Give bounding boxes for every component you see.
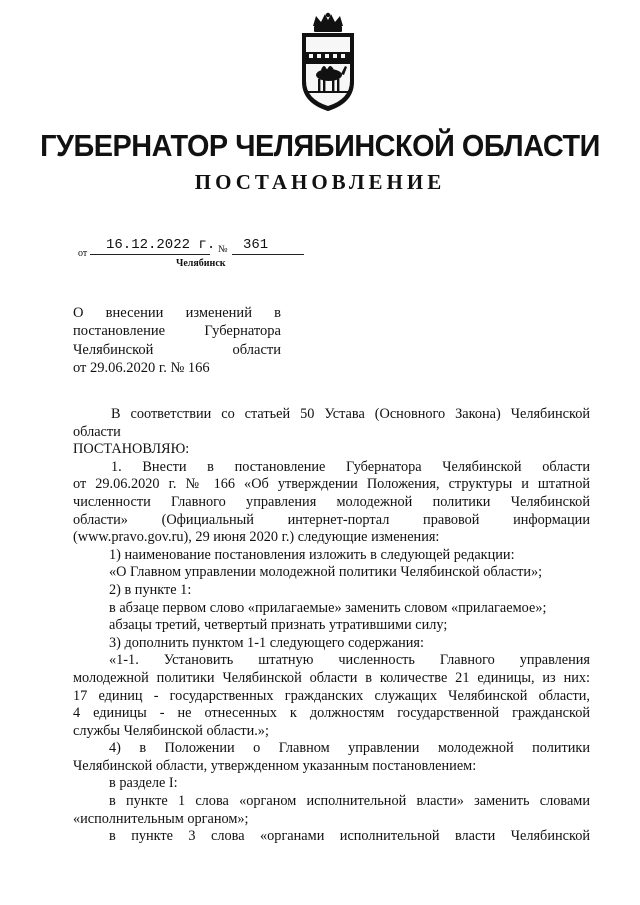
subject-line: О внесении изменений в: [73, 305, 281, 321]
coat-of-arms-icon: [289, 12, 367, 114]
body-line: (www.pravo.gov.ru), 29 июня 2020 г.) следующие изменения:: [73, 529, 440, 546]
document-number: 361: [243, 237, 269, 253]
body-line: 3) дополнить пунктом 1-1 следующего содержания:: [109, 634, 424, 651]
resolve-heading: ПОСТАНОВЛЯЮ:: [73, 441, 190, 458]
number-underline: [232, 254, 304, 255]
body-line: численности Главного управления молодежной политики Челябинской: [73, 493, 590, 510]
body-line: области: [73, 423, 121, 440]
body-line: в пункте 3 слова «органами исполнительной власти Челябинской: [109, 828, 590, 845]
body-line: «О Главном управлении молодежной политики Челябинской области»;: [109, 564, 543, 581]
date-underline: [90, 254, 210, 255]
body-line: 4 единицы - не отнесенных к должностям государственной гражданской: [73, 705, 590, 722]
body-line: 1) наименование постановления изложить в следующей редакции:: [109, 546, 515, 563]
issuer-title: ГУБЕРНАТОР ЧЕЛЯБИНСКОЙ ОБЛАСТИ: [40, 128, 600, 163]
document-date: 16.12.2022 г.: [106, 237, 216, 253]
body-line: 1. Внести в постановление Губернатора Челябинской области: [111, 458, 590, 475]
subject-line: постановление Губернатора: [73, 323, 281, 340]
document-body: [73, 406, 590, 846]
subject-line: от 29.06.2020 г. № 166: [73, 360, 210, 377]
body-line: в разделе I:: [109, 775, 178, 792]
document-subject: [73, 304, 281, 378]
body-line: области» (Официальный интернет-портал правовой информации: [73, 511, 590, 528]
body-line: 2) в пункте 1:: [109, 581, 192, 598]
body-line: молодежной политики Челябинской области в количестве 21 единицы, из них:: [73, 669, 590, 686]
body-line: от 29.06.2020 г. № 166 «Об утверждении Положения, структуры и штатной: [73, 476, 590, 493]
number-prefix: №: [218, 244, 228, 255]
body-line: 17 единиц - государственных гражданских служащих Челябинской области,: [73, 687, 590, 704]
body-line: абзацы третий, четвертый признать утратившими силу;: [109, 617, 448, 634]
document-type: ПОСТАНОВЛЕНИЕ: [194, 170, 446, 194]
subject-line: Челябинской области: [73, 341, 281, 358]
body-line: службы Челябинской области.»;: [73, 722, 269, 739]
date-prefix: от: [78, 248, 88, 259]
city-name: Челябинск: [176, 258, 226, 269]
body-line: Челябинской области, утвержденном указанным постановлением:: [73, 757, 477, 774]
body-line: В соответствии со статьей 50 Устава (Основного Закона) Челябинской: [111, 406, 590, 422]
body-line: в абзаце первом слово «прилагаемые» заменить словом «прилагаемое»;: [109, 599, 547, 616]
body-line: «исполнительным органом»;: [73, 810, 249, 827]
body-line: 4) в Положении о Главном управлении молодежной политики: [109, 740, 590, 757]
body-line: в пункте 1 слова «органом исполнительной власти» заменить словами: [109, 793, 590, 810]
body-line: «1-1. Установить штатную численность Главного управления: [109, 652, 590, 669]
